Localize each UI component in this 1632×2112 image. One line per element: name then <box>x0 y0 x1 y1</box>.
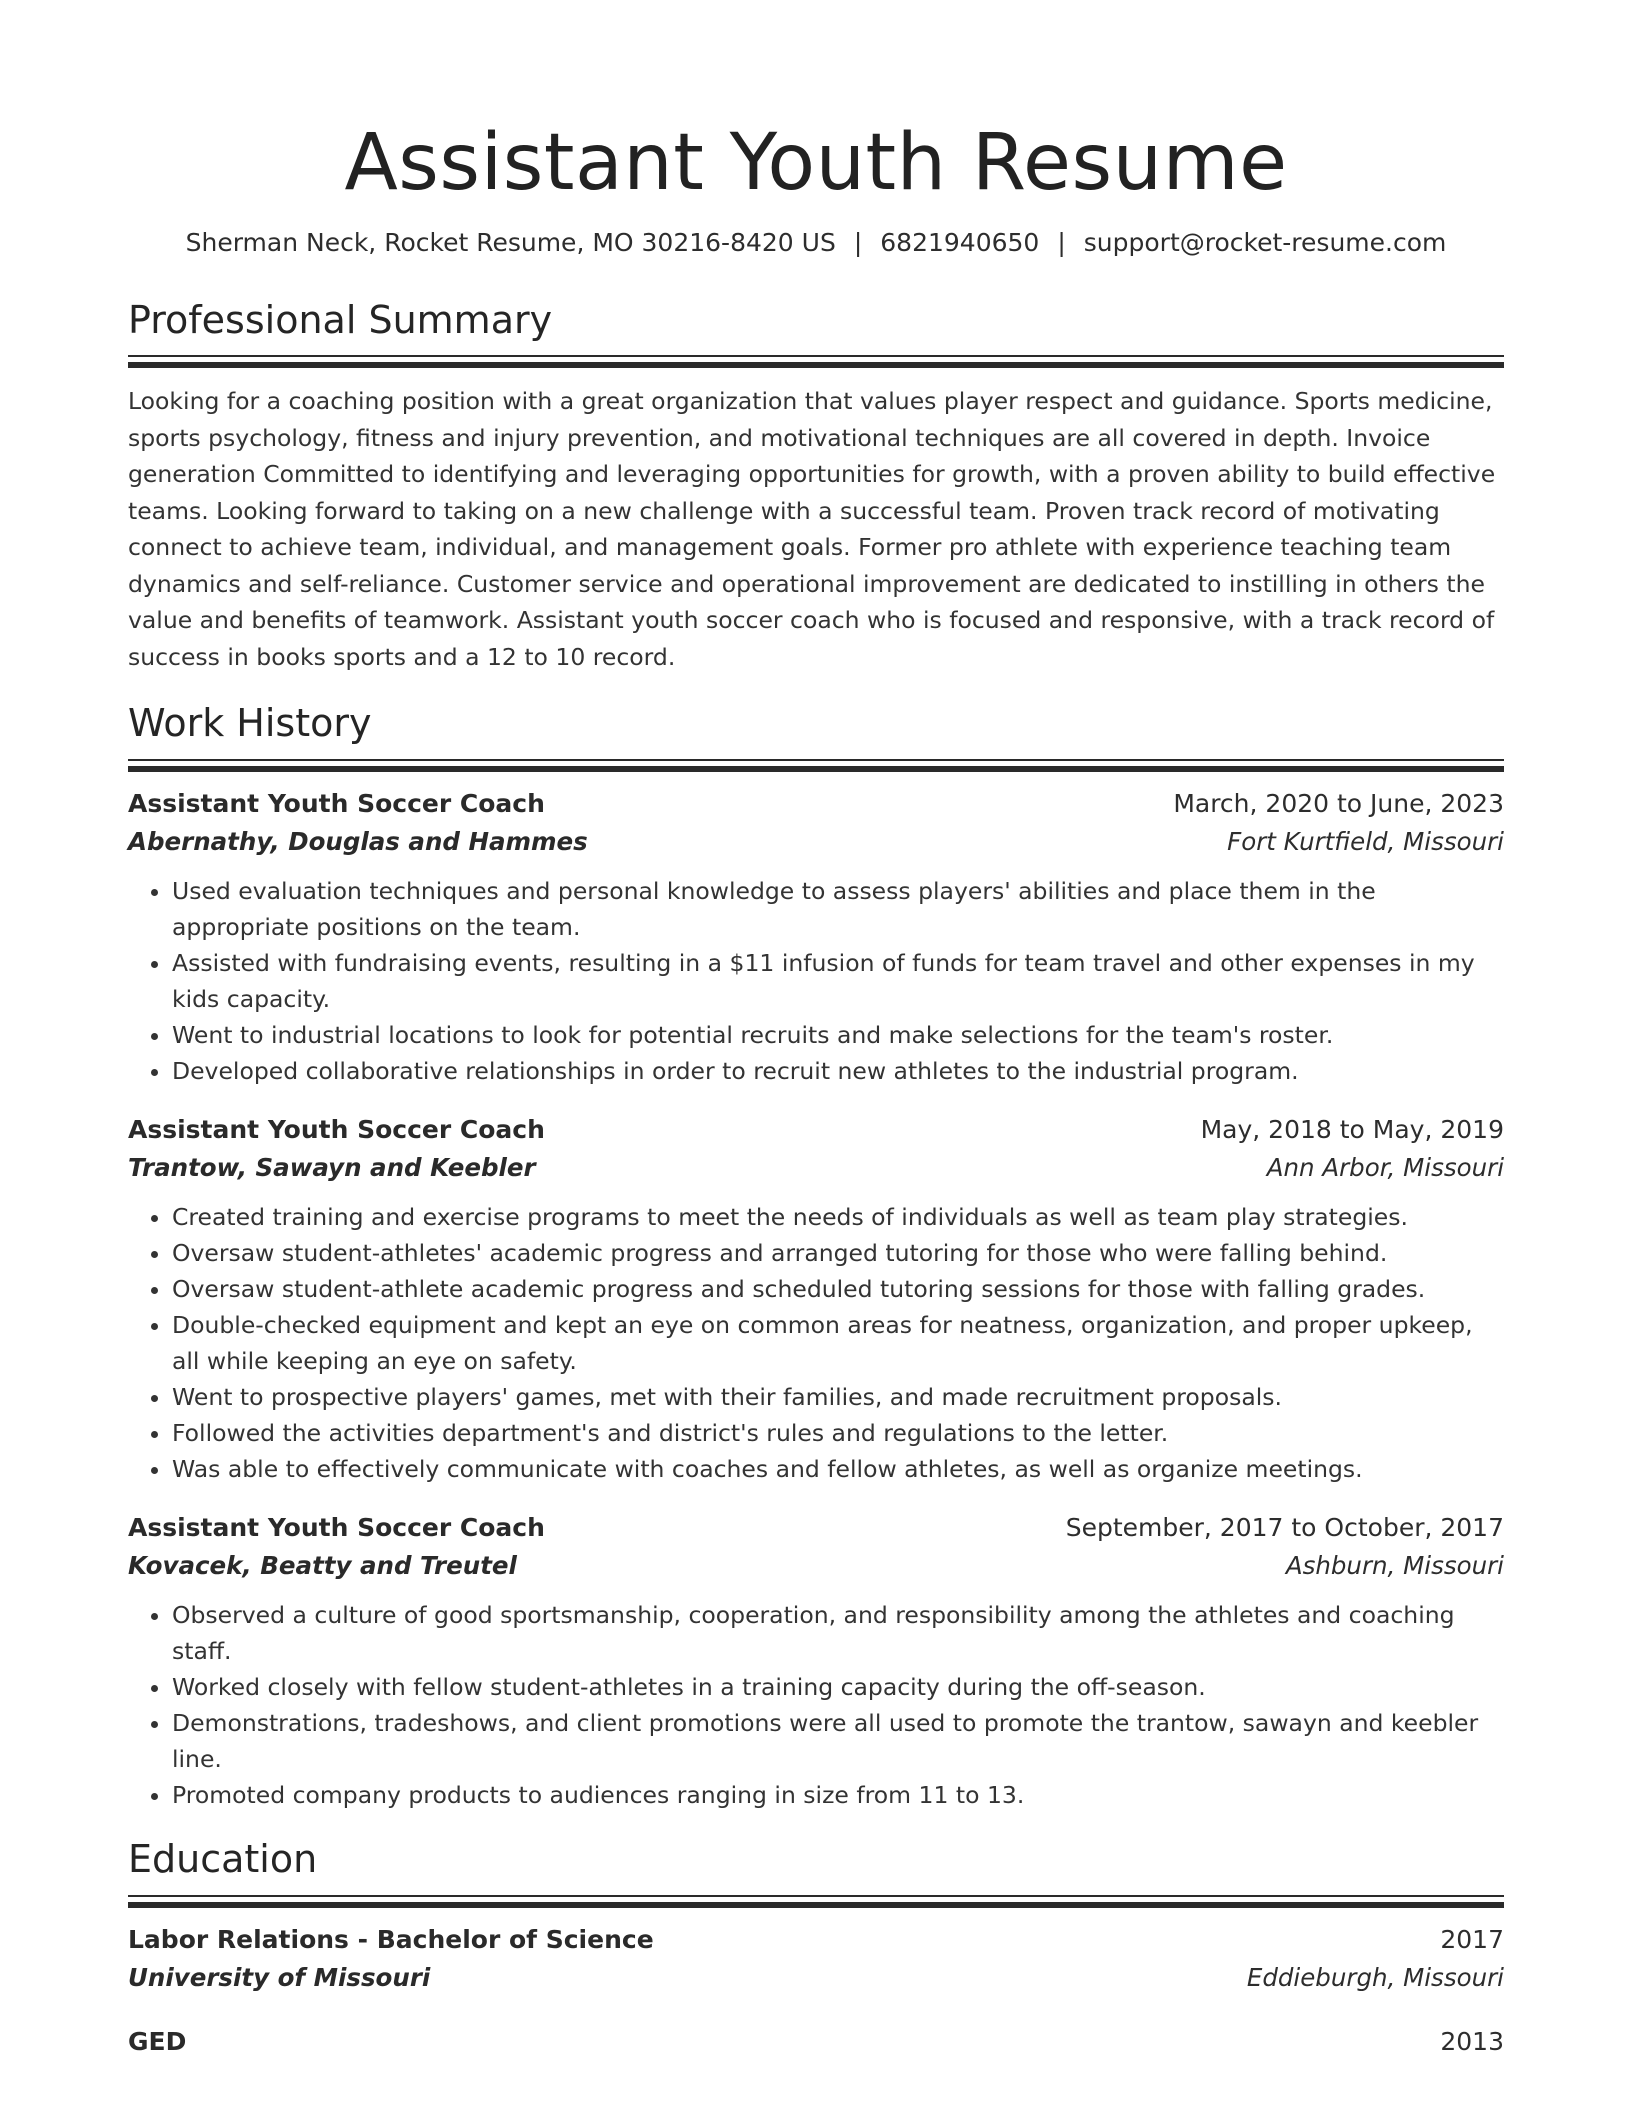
list-item: • Worked closely with fellow student-athletes in a training capacity during the off-season. <box>172 1669 1504 1705</box>
work-history-section <box>128 701 1504 1813</box>
list-item: • Observed a culture of good sportsmanship, cooperation, and responsibility among the athletes and coaching staff. <box>172 1597 1504 1669</box>
resume-title: Assistant Youth Resume <box>344 118 1288 208</box>
job-dates: May, 2018 to May, 2019 <box>1200 1115 1504 1145</box>
contact-email: support@rocket-resume.com <box>1083 228 1447 258</box>
job-company: Abernathy, Douglas and Hammes <box>128 827 588 857</box>
contact-address: Sherman Neck, Rocket Resume, MO 30216-8420 US <box>185 228 836 258</box>
education-section <box>128 1837 1504 2061</box>
job-bullets <box>128 1597 1504 1813</box>
list-item: • Demonstrations, tradeshows, and client promotions were all used to promote the trantow, sawayn and keebler line. <box>172 1705 1504 1777</box>
job-location: Fort Kurtfield, Missouri <box>1227 827 1504 857</box>
job-bullets <box>128 1199 1504 1487</box>
job-location: Ann Arbor, Missouri <box>1266 1153 1504 1183</box>
education-entry <box>128 2023 1504 2061</box>
section-divider <box>128 355 1504 367</box>
job-title: Assistant Youth Soccer Coach <box>128 1513 545 1543</box>
job-entry <box>128 785 1504 1089</box>
job-title: Assistant Youth Soccer Coach <box>128 789 545 819</box>
job-entry <box>128 1509 1504 1813</box>
list-item: • Was able to effectively communicate with coaches and fellow athletes, as well as organize meetings. <box>172 1451 1504 1487</box>
list-item: • Oversaw student-athletes' academic progress and arranged tutoring for those who were falling behind. <box>172 1235 1504 1271</box>
list-item: • Went to prospective players' games, met with their families, and made recruitment proposals. <box>172 1379 1504 1415</box>
job-bullets <box>128 873 1504 1089</box>
job-company: Kovacek, Beatty and Treutel <box>128 1551 517 1581</box>
education-year: 2013 <box>1440 2026 1504 2056</box>
contact-line <box>128 227 1504 260</box>
resume-page <box>128 0 1504 2061</box>
education-degree: Labor Relations - Bachelor of Science <box>128 1924 654 1954</box>
education-year: 2017 <box>1440 1924 1504 1954</box>
work-history-heading: Work History <box>128 701 372 746</box>
list-item: • Assisted with fundraising events, resulting in a $11 infusion of funds for team travel and other expenses in my kids capacity. <box>172 945 1504 1017</box>
list-item: • Went to industrial locations to look for potential recruits and make selections for the team's roster. <box>172 1017 1504 1053</box>
list-item: • Double-checked equipment and kept an eye on common areas for neatness, organization, and proper upkeep, all while keeping an eye on safety. <box>172 1307 1504 1379</box>
section-divider <box>128 1895 1504 1907</box>
education-location: Eddieburgh, Missouri <box>1246 1962 1504 1992</box>
list-item: • Oversaw student-athlete academic progress and scheduled tutoring sessions for those with falling grades. <box>172 1271 1504 1307</box>
education-school: University of Missouri <box>128 1962 431 1992</box>
list-item: • Used evaluation techniques and personal knowledge to assess players' abilities and place them in the appropriate positions on the team. <box>172 873 1504 945</box>
job-entry <box>128 1111 1504 1487</box>
education-degree: GED <box>128 2026 187 2056</box>
list-item: • Developed collaborative relationships in order to recruit new athletes to the industrial program. <box>172 1053 1504 1089</box>
list-item: • Created training and exercise programs to meet the needs of individuals as well as team play strategies. <box>172 1199 1504 1235</box>
section-divider <box>128 759 1504 771</box>
summary-heading: Professional Summary <box>128 297 553 342</box>
education-entry <box>128 1921 1504 1997</box>
job-location: Ashburn, Missouri <box>1285 1551 1504 1581</box>
summary-text: Looking for a coaching position with a great organization that values player respect and guidance. Sports medicine, sports psychology, fitness and injury prevention, and motivational techniques are all covered in depth. Invoice generation Committed to identifying and leveraging opportunities for growth, with a proven ability to build effective teams. Looking forward to taking on a new challenge with a successful team. Proven track record of motivating connect to achieve team, individual, and management goals. Former pro athlete with experience teaching team dynamics and self-reliance. Customer service and operational improvement are dedicated to instilling in others the value and benefits of teamwork. Assistant youth soccer coach who is focused and responsive, with a track record of success in books sports and a 12 to 10 record. <box>128 387 1496 671</box>
contact-separator: | <box>1057 228 1066 258</box>
job-dates: March, 2020 to June, 2023 <box>1173 789 1504 819</box>
job-title: Assistant Youth Soccer Coach <box>128 1115 545 1145</box>
list-item: • Promoted company products to audiences ranging in size from 11 to 13. <box>172 1777 1504 1813</box>
job-company: Trantow, Sawayn and Keebler <box>128 1153 536 1183</box>
job-dates: September, 2017 to October, 2017 <box>1065 1513 1504 1543</box>
contact-separator: | <box>853 228 863 258</box>
contact-phone: 6821940650 <box>880 228 1040 258</box>
list-item: • Followed the activities department's and district's rules and regulations to the letter. <box>172 1415 1504 1451</box>
education-heading: Education <box>128 1837 318 1882</box>
summary-section <box>128 298 1504 676</box>
